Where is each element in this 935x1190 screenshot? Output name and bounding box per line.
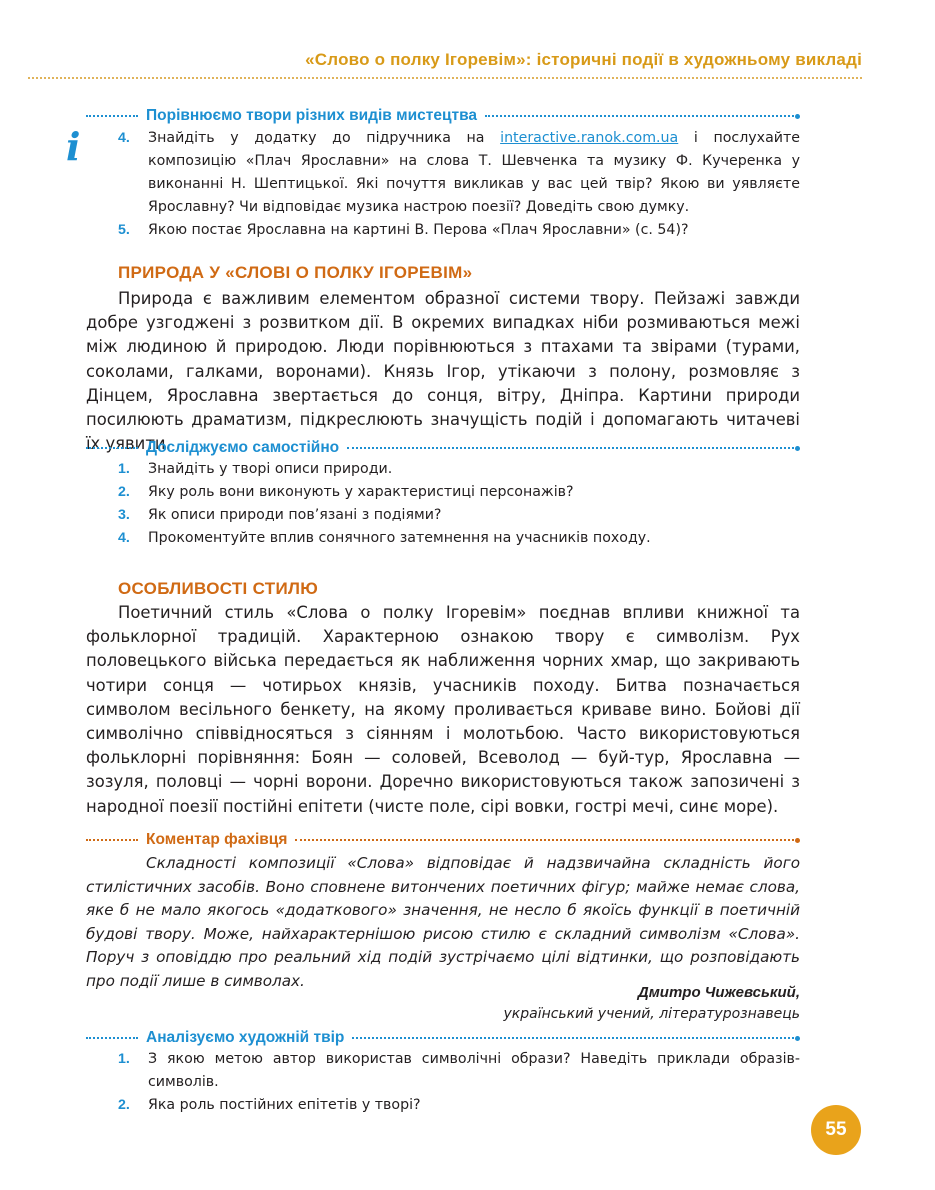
item-number: 3. (118, 507, 130, 523)
section-header-self-study (86, 438, 800, 458)
item-number: 4. (118, 130, 130, 146)
item-number: 1. (118, 1051, 130, 1067)
section-header-label: Аналізуємо художній твір (146, 1029, 345, 1046)
list-item (118, 219, 800, 242)
section-header-label: Досліджуємо самостійно (146, 439, 340, 456)
list-item (118, 481, 800, 504)
dotted-rule-left (86, 447, 138, 449)
dotted-rule-right (295, 839, 794, 841)
heading-nature: ПРИРОДА У «СЛОВІ О ПОЛКУ ІГОРЕВІМ» (118, 263, 473, 282)
header-divider (28, 77, 862, 79)
item-text: Знайдіть у додатку до підручника на (148, 130, 501, 146)
info-icon: i (66, 124, 81, 169)
list-item (118, 1094, 800, 1117)
dotted-rule-right (485, 115, 794, 117)
rule-end-dot (795, 446, 800, 451)
item-text: і послухайте композицію «Плач Ярославни» на слова Т. Шевченка та музику Ф. Кучеренка у виконанні Н. Шептицької. Які почуття викликав у вас цей твір? Якою ви уявляєте Ярославну? Чи відповідає музика настрою поезії? Доведіть свою думку. (148, 130, 800, 215)
rule-end-dot (795, 1036, 800, 1041)
paragraph-style: Поетичний стиль «Слова о полку Ігоревім» поєднав впливи книжної та фольклорної традицій. Характерною ознакою твору є символізм. Рух половецького війська передається як наближення чорних хмар, що закривають чотири сонця — чотирьох князів, учасників походу. Битва позначається символом весільного бенкету, на якому проливається криваве вино. Бойові дії символічно співвідносяться з сіянням і молотьбою. Часто використовуються фольклорні порівняння: Боян — соловей, Всеволод — буй-тур, Ярославна — зозуля, половці — чорні ворони. Доречно використовуються також запозичені з народної поезії постійні епітети (чисте поле, сірі вовки, гострі мечі, синє море). (86, 603, 800, 816)
item-text: Прокоментуйте вплив сонячного затемнення на учасників походу. (148, 530, 651, 546)
section-header-analyze (86, 1028, 800, 1048)
dotted-rule-right (352, 1037, 794, 1039)
item-number: 4. (118, 530, 130, 546)
dotted-rule-left (86, 839, 138, 841)
item-number: 2. (118, 1097, 130, 1113)
list-item (118, 504, 800, 527)
list-item (118, 527, 800, 550)
rule-end-dot (795, 838, 800, 843)
item-text: З якою метою автор використав символічні образи? Наведіть приклади образів-символів. (148, 1051, 800, 1090)
item-text: Знайдіть у творі описи природи. (148, 461, 393, 477)
list-item (118, 1048, 800, 1094)
quote-author-role: український учений, літературознавець (503, 1006, 800, 1022)
running-head: «Слово о полку Ігоревім»: історичні події в художньому викладі (305, 50, 862, 69)
self-study-questions (118, 458, 800, 550)
item-text: Як описи природи пов’язані з подіями? (148, 507, 442, 523)
section-header-label: Коментар фахівця (146, 831, 288, 848)
item-number: 5. (118, 222, 130, 238)
item-number: 2. (118, 484, 130, 500)
interactive-link[interactable]: interactive.ranok.com.ua (500, 130, 679, 146)
expert-quote: Складності композиції «Слова» відповідає й надзвичайна складність його стилістичних засобів. Воно сповнене витончених поетичних фігур; майже немає слова, яке б не мало якогось «додаткового» значення, не несло б якоїсь функції в поетичній будові твору. Може, найхарактернішою рисою стилю є складний символізм «Слова». Поруч з оповіддю про реальний хід подій зустрічаємо цілі відтинки, що розповідають про події лише в символах. (86, 854, 800, 990)
heading-style: ОСОБЛИВОСТІ СТИЛЮ (118, 579, 319, 598)
section-header-expert-comment (86, 830, 800, 850)
section-header-label: Порівнюємо твори різних видів мистецтва (146, 107, 478, 124)
analyze-questions (118, 1048, 800, 1117)
paragraph-nature: Природа є важливим елементом образної системи твору. Пейзажі завжди добре узгоджені з розвитком дії. В окремих випадках ніби розмиваються межі між людиною й природою. Люди порівнюються з птахами та звірами (турами, соколами, галками, воронами). Князь Ігор, утікаючи з полону, розмовляє з Дінцем, Ярославна звертається до сонця, вітру, Дніпра. Картини природи посилюють драматизм, підкреслюють значущість подій і допомагають читачеві їх уявити. (86, 289, 800, 454)
quote-author: Дмитро Чижевський, (637, 984, 800, 1001)
item-number: 1. (118, 461, 130, 477)
section-header-compare-arts (86, 106, 800, 126)
item-text: Яка роль постійних епітетів у творі? (148, 1097, 421, 1113)
dotted-rule-right (347, 447, 794, 449)
page-number-badge: 55 (811, 1105, 861, 1155)
rule-end-dot (795, 114, 800, 119)
compare-arts-questions (118, 127, 800, 242)
item-text: Якою постає Ярославна на картині В. Перова «Плач Ярославни» (с. 54)? (148, 222, 689, 238)
dotted-rule-left (86, 115, 138, 117)
list-item (118, 127, 800, 219)
dotted-rule-left (86, 1037, 138, 1039)
list-item (118, 458, 800, 481)
item-text: Яку роль вони виконують у характеристиці персонажів? (148, 484, 574, 500)
